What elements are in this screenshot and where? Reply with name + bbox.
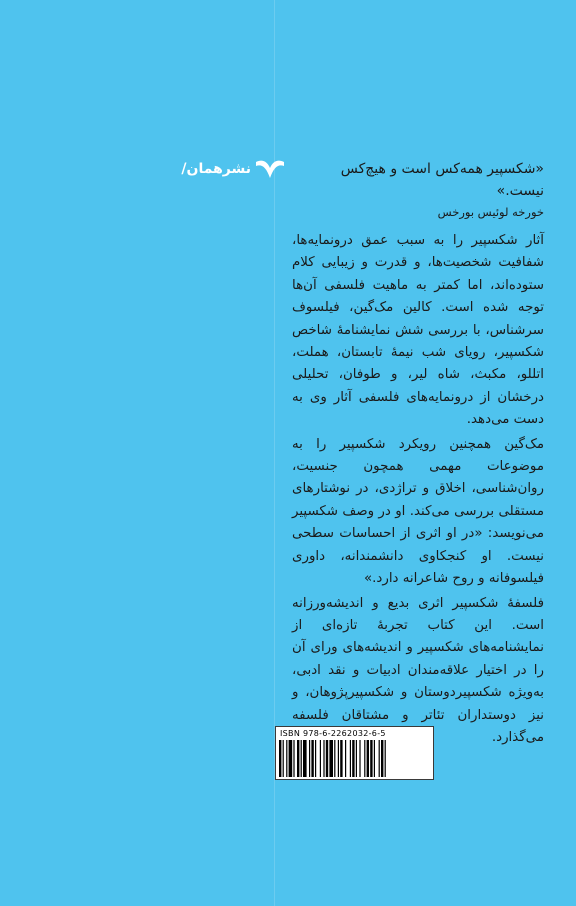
barcode-bar [374, 740, 375, 777]
blurb-paragraph: فلسفهٔ شکسپیر اثری بدیع و اندیشه‌ورزانه است. این کتاب تجربهٔ تازه‌ای از نمایشنامه‌های شکسپیر و اندیشه‌های ورای آن را در اختیار علاقه‌مندان ادبیات و نقد ادبی، به‌ویژه شکسپیردوستان و شکسپیرپژوهان، و نیز دوستداران تئاتر و مشتاقان فلسفه می‌گذارد. [292, 595, 544, 745]
barcode-bar [329, 740, 333, 777]
barcode-bar [320, 740, 321, 777]
barcode-bar [356, 740, 357, 777]
barcode-bar [379, 740, 380, 777]
barcode-bar [364, 740, 365, 777]
publisher-name: نشرهمان/ [181, 161, 251, 177]
barcode-bar [326, 740, 328, 777]
blurb-paragraph: آثار شکسپیر را به سبب عمق درونمایه‌ها، شفافیت شخصیت‌ها، و قدرت و زیبایی کلام ستوده‌اند، اما کمتر به ماهیت فلسفی آن‌ها توجه شده است. کالین مک‌گین، فیلسوف سرشناس، با بررسی شش نمایشنامهٔ شاخص شکسپیر، رویای شب نیمهٔ تابستان، هملت، اتللو، مکبث، شاه لیر، و طوفان، تحلیلی درخشان از درونمایه‌های فلسفی آثار وی به دست می‌دهد. [292, 233, 544, 428]
barcode-bar [338, 740, 339, 777]
blurb-paragraph: مک‌گین همچنین رویکرد شکسپیر را به موضوعات مهمی همچون جنسیت، روان‌شناسی، اخلاق و تراژدی، در نوشتارهای مستقلی بررسی می‌کند. او در وصف شکسپیر می‌نویسد: «در او اثری از احساسات سطحی نیست. او کنجکاوی دانشمندانه، داوری فیلسوفانه و روح شاعرانه دارد.» [292, 436, 544, 587]
barcode-bar [303, 740, 307, 777]
epigraph-quote: «شکسپیر همه‌کس است و هیچ‌کس نیست.» [340, 161, 544, 199]
epigraph-author: خورخه لوئیس بورخس [437, 205, 544, 219]
barcode-bar [345, 740, 346, 777]
barcode-bar [370, 740, 372, 777]
barcode-bar [352, 740, 354, 777]
barcode-bar [279, 740, 281, 777]
barcode-bar [315, 740, 316, 777]
barcode-bar [350, 740, 351, 777]
barcode-bar [334, 740, 335, 777]
barcode-bars [279, 740, 430, 777]
blurb-column [292, 158, 544, 751]
barcode-bar [381, 740, 383, 777]
isbn-text: ISBN 978-6-2262032-6-5 [280, 729, 386, 738]
barcode-bar [293, 740, 294, 777]
barcode-bar [385, 740, 386, 777]
barcode-bar [323, 740, 324, 777]
book-bird-icon [255, 158, 285, 180]
barcode-bar [367, 740, 369, 777]
barcode-bar [283, 740, 284, 777]
isbn-barcode [275, 726, 434, 780]
barcode-bar [297, 740, 299, 777]
barcode-bar [311, 740, 313, 777]
barcode-bar [301, 740, 302, 777]
barcode-bar [286, 740, 287, 777]
barcode-bar [309, 740, 310, 777]
barcode-bar [359, 740, 360, 777]
publisher-logo [165, 158, 285, 182]
barcode-bar [340, 740, 342, 777]
barcode-bar [289, 740, 293, 777]
